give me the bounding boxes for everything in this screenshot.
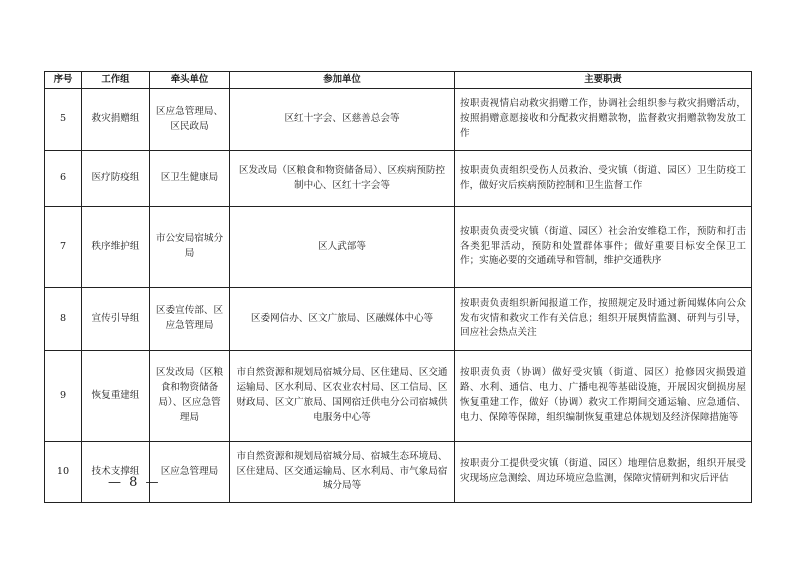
cell-seq: 5 [45, 89, 82, 151]
table-row [45, 288, 752, 351]
table-row [45, 442, 752, 503]
header-members: 参加单位 [230, 72, 455, 89]
cell-duty: 按职责负责组织受伤人员救治、受灾镇（街道、园区）卫生防疫工作，做好灾后疾病预防控制和卫生监督工作 [455, 151, 752, 207]
table-row [45, 151, 752, 207]
cell-members: 区人武部等 [230, 207, 455, 288]
cell-members: 市自然资源和规划局宿城分局、区住建局、区交通运输局、区水利局、区农业农村局、区工信局、区财政局、区文广旅局、国网宿迁供电分公司宿城供电服务中心等 [230, 351, 455, 442]
duty-table [44, 71, 752, 503]
cell-seq: 6 [45, 151, 82, 207]
cell-members: 区发改局（区粮食和物资储备局）、区疾病预防控制中心、区红十字会等 [230, 151, 455, 207]
cell-members: 区委网信办、区文广旅局、区融媒体中心等 [230, 288, 455, 351]
table-row [45, 207, 752, 288]
cell-seq: 7 [45, 207, 82, 288]
cell-lead: 区卫生健康局 [150, 151, 230, 207]
cell-group: 救灾捐赠组 [82, 89, 150, 151]
cell-duty: 按职责视情启动救灾捐赠工作，协调社会组织参与救灾捐赠活动，按照捐赠意愿接收和分配救灾捐赠款物，监督救灾捐赠款物发放工作 [455, 89, 752, 151]
cell-lead: 市公安局宿城分局 [150, 207, 230, 288]
cell-lead: 区委宣传部、区应急管理局 [150, 288, 230, 351]
cell-members: 市自然资源和规划局宿城分局、宿城生态环境局、区住建局、区交通运输局、区水利局、市气象局宿城分局等 [230, 442, 455, 503]
cell-seq: 8 [45, 288, 82, 351]
header-lead: 牵头单位 [150, 72, 230, 89]
cell-duty: 按职责负责受灾镇（街道、园区）社会治安维稳工作，预防和打击各类犯罪活动，预防和处置群体事件；做好重要目标安全保卫工作；实施必要的交通疏导和管制，维护交通秩序 [455, 207, 752, 288]
cell-lead: 区发改局（区粮食和物资储备局）、区应急管理局 [150, 351, 230, 442]
header-seq: 序号 [45, 72, 82, 89]
cell-group: 恢复重建组 [82, 351, 150, 442]
table-row [45, 351, 752, 442]
cell-group: 医疗防疫组 [82, 151, 150, 207]
cell-duty: 按职责负责组织新闻报道工作，按照规定及时通过新闻媒体向公众发布灾情和救灾工作有关信息；组织开展舆情监测、研判与引导，回应社会热点关注 [455, 288, 752, 351]
cell-duty: 按职责分工提供受灾镇（街道、园区）地理信息数据，组织开展受灾现场应急测绘、周边环境应急监测，保障灾情研判和灾后评估 [455, 442, 752, 503]
header-duty: 主要职责 [455, 72, 752, 89]
header-group: 工作组 [82, 72, 150, 89]
cell-group: 技术支撑组 [82, 442, 150, 503]
cell-duty: 按职责负责（协调）做好受灾镇（街道、园区）抢修因灾损毁道路、水利、通信、电力、广播电视等基础设施，开展因灾倒损房屋恢复重建工作，做好（协调）救灾工作期间交通运输、应急通信、电力、保障等保障，组织编制恢复重建总体规划及经济保障措施等 [455, 351, 752, 442]
cell-seq: 10 [45, 442, 82, 503]
cell-lead: 区应急管理局 [150, 442, 230, 503]
cell-lead: 区应急管理局、区民政局 [150, 89, 230, 151]
table-row [45, 89, 752, 151]
table-header-row [45, 72, 752, 89]
page-number: — 8 — [108, 475, 161, 490]
cell-group: 秩序维护组 [82, 207, 150, 288]
cell-members: 区红十字会、区慈善总会等 [230, 89, 455, 151]
cell-group: 宣传引导组 [82, 288, 150, 351]
cell-seq: 9 [45, 351, 82, 442]
